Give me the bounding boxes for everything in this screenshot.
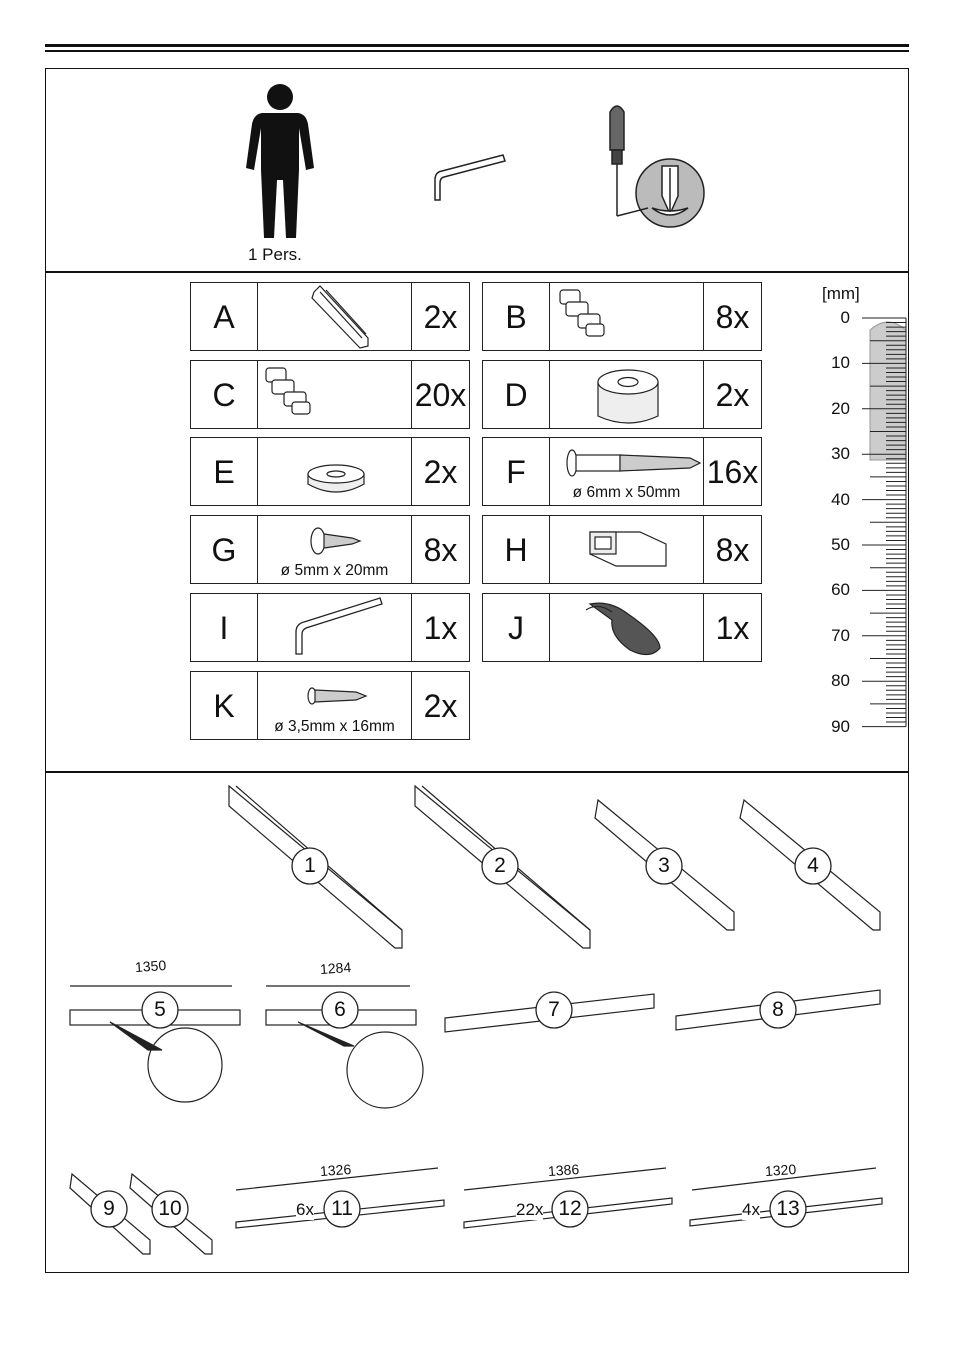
part-h-icon (590, 532, 666, 566)
component-number: 11 (331, 1197, 353, 1220)
part-letter: I (219, 610, 229, 646)
part-a-icon (312, 286, 368, 348)
part-qty: 2x (423, 454, 458, 490)
quantity-label: 22x (516, 1200, 544, 1219)
part-letter: E (213, 454, 235, 490)
part-qty: 8x (423, 532, 458, 568)
ruler-label: 40 (831, 489, 850, 509)
ruler-label: 80 (831, 671, 850, 691)
ruler-label: 50 (831, 535, 850, 554)
part-letter: D (504, 377, 528, 413)
part-qty: 1x (715, 610, 750, 646)
part-k-icon (308, 688, 366, 704)
part-letter: H (504, 532, 528, 568)
part-j-icon (586, 603, 660, 654)
ruler-unit: [mm] (822, 284, 860, 303)
quantity-label: 4x (742, 1200, 760, 1219)
part-qty: 8x (715, 299, 750, 335)
ruler-label: 70 (831, 625, 850, 645)
measurement-ruler (862, 318, 906, 727)
part-qty: 1x (423, 610, 458, 646)
dimension-label: 1284 (319, 958, 352, 978)
dimension-label: 1320 (764, 1160, 797, 1180)
component-number: 3 (658, 854, 670, 877)
dimension-label: 1386 (547, 1160, 580, 1180)
part-qty: 2x (423, 299, 458, 335)
ruler-label: 60 (831, 580, 850, 600)
part-c-icon (266, 368, 310, 414)
part-size-note: ø 5mm x 20mm (280, 562, 389, 579)
part-qty: 2x (423, 688, 458, 724)
ruler-label: 90 (831, 716, 850, 736)
part-d-icon (598, 370, 658, 423)
component-number: 8 (772, 998, 784, 1021)
component-number: 2 (494, 854, 506, 877)
component-number: 9 (103, 1197, 115, 1220)
part-letter: C (212, 377, 236, 413)
part-letter: B (505, 299, 527, 335)
part-qty: 16x (706, 454, 759, 490)
persons-label: 1 Pers. (248, 245, 302, 264)
part-qty: 2x (715, 377, 750, 413)
part-letter: G (211, 532, 237, 568)
part-f-icon (567, 450, 700, 476)
part-size-note: ø 3,5mm x 16mm (274, 718, 395, 735)
part-size-note: ø 6mm x 50mm (572, 484, 681, 501)
component-number: 5 (154, 998, 166, 1021)
component-number: 6 (334, 998, 346, 1021)
part-letter: F (506, 454, 526, 490)
part-g-icon (311, 528, 360, 554)
component-number: 13 (776, 1197, 800, 1220)
component-number: 1 (304, 854, 316, 877)
ruler-label: 0 (840, 308, 850, 327)
dimension-label: 1326 (319, 1160, 352, 1180)
part-qty: 8x (715, 532, 750, 568)
quantity-label: 6x (296, 1200, 314, 1219)
part-b-icon (560, 290, 604, 336)
ruler-label: 30 (831, 444, 850, 464)
component-number: 4 (807, 854, 819, 877)
component-number: 7 (548, 998, 560, 1021)
dimension-label: 1350 (134, 956, 167, 976)
part-i-icon (296, 598, 382, 654)
component-number: 10 (158, 1197, 182, 1220)
part-letter: J (508, 610, 524, 646)
ruler-label: 10 (831, 353, 850, 373)
part-letter: K (213, 688, 235, 724)
ruler-label: 20 (831, 398, 850, 418)
part-e-icon (308, 465, 364, 492)
part-letter: A (213, 299, 235, 335)
part-qty: 20x (414, 377, 467, 413)
component-number: 12 (558, 1197, 582, 1220)
